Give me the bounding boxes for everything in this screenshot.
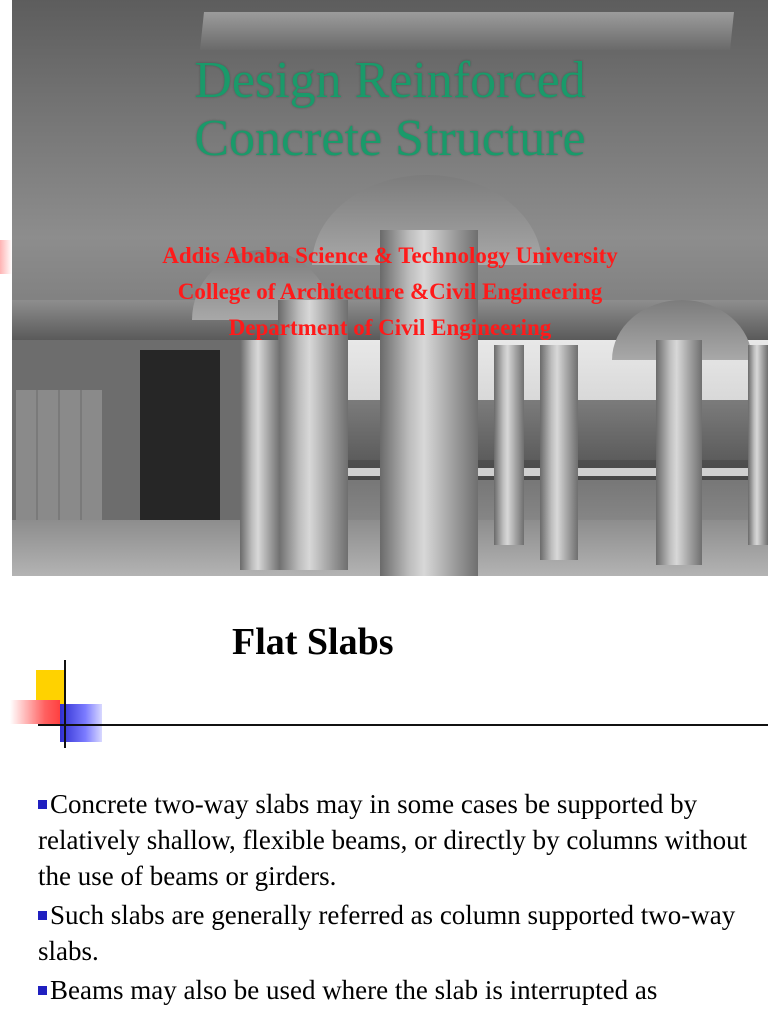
bullet-list: [38, 786, 758, 1011]
department-name: Department of Civil Engineering: [228, 315, 552, 340]
title-line-1: Design Reinforced: [194, 52, 586, 109]
institution-block: [12, 238, 768, 346]
column: [656, 340, 702, 565]
bullet-text: Such slabs are generally referred as column supported two-way slabs.: [38, 900, 736, 966]
side-accent: [0, 240, 12, 274]
decor-horizontal-line: [38, 724, 768, 726]
square-bullet-icon: [38, 911, 47, 920]
slab-drop-panel: [200, 12, 734, 50]
bullet-text: Concrete two-way slabs may in some cases be supported by relatively shallow, flexible beams, or directly by columns without the use of beams or girders.: [38, 789, 748, 891]
square-bullet-icon: [38, 800, 47, 809]
decor-blue-square: [60, 704, 102, 742]
doorway: [140, 350, 220, 530]
wall-panel: [16, 390, 102, 540]
title-line-2: Concrete Structure: [194, 110, 586, 167]
slide-heading: Flat Slabs: [232, 621, 394, 663]
column: [494, 345, 524, 545]
column: [540, 345, 578, 560]
list-item: [38, 972, 758, 1008]
column: [240, 340, 280, 570]
list-item: [38, 897, 758, 969]
university-name: Addis Ababa Science & Technology University: [162, 243, 618, 268]
decor-vertical-line: [64, 660, 66, 748]
college-name: College of Architecture &Civil Engineering: [177, 279, 603, 304]
list-item: [38, 786, 758, 894]
decor-red-square: [10, 700, 60, 724]
presentation-title: [12, 52, 768, 168]
decor-yellow-square: [36, 670, 66, 704]
column: [748, 345, 768, 545]
bullet-text: Beams may also be used where the slab is interrupted as: [50, 975, 658, 1005]
square-bullet-icon: [38, 986, 47, 995]
